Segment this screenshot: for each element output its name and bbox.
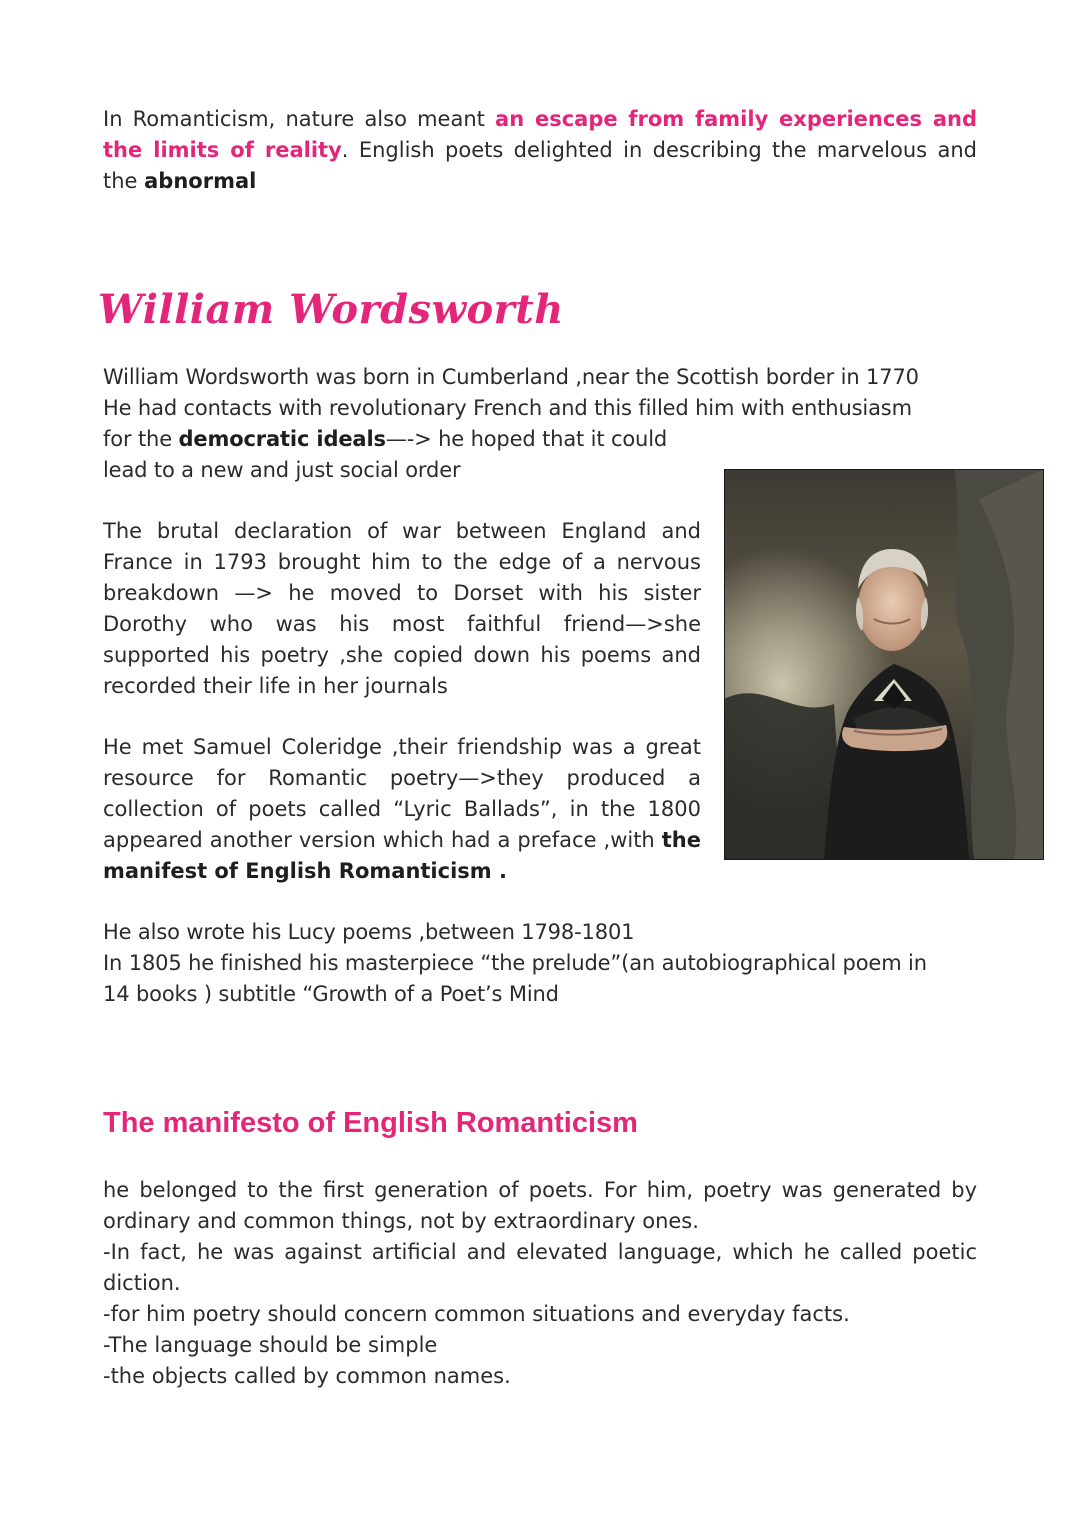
bio-paragraph-1: William Wordsworth was born in Cumberland ,near the Scottish border in 1770 He had contacts with revolutionary French and this filled him with enthusiasm for the democratic ideals—-> he hoped that it could lead to a new and just social order (103, 365, 919, 482)
intro-bold: abnormal (144, 169, 257, 193)
manifesto-line: he belonged to the first generation of poets. For him, poetry was generated by ordinary and common things, not by extraordinary ones. (103, 1178, 977, 1233)
manifesto-body (103, 1175, 977, 1392)
manifesto-line: -The language should be simple (103, 1333, 438, 1357)
bio-paragraph-2: The brutal declaration of war between England and France in 1793 brought him to the edge of a nervous breakdown —> he moved to Dorset with his sister Dorothy who was his most faithful friend—>she supported his poetry ,she copied down his poems and recorded their life in her journals (103, 519, 701, 698)
intro-paragraph (103, 104, 977, 197)
manifest-bold: the manifest of English Romanticism . (103, 828, 701, 883)
intro-highlight: an escape from family experiences and the limits of reality (103, 107, 977, 162)
intro-text-2: . English poets delighted in describing the marvelous and the (103, 138, 977, 193)
manifesto-line: -the objects called by common names. (103, 1364, 511, 1388)
democratic-ideals-bold: democratic ideals (178, 427, 386, 451)
intro-text: In Romanticism, nature also meant (103, 107, 496, 131)
bio-paragraph-3: He met Samuel Coleridge ,their friendship was a great resource for Romantic poetry—>they produced a collection of poets called “Lyric Ballads”, in the 1800 appeared another version which had a preface ,with the manifest of English Romanticism . (103, 735, 701, 883)
manifesto-heading: The manifesto of English Romanticism (103, 1107, 638, 1139)
manifesto-line: -In fact, he was against artificial and elevated language, which he called poetic diction. (103, 1240, 977, 1295)
bio-paragraph-4: He also wrote his Lucy poems ,between 1798-1801 In 1805 he finished his masterpiece “the prelude”(an autobiographical poem in 14 books ) subtitle “Growth of a Poet’s Mind (103, 920, 927, 1006)
wordsworth-portrait-image (724, 469, 1044, 860)
wordsworth-heading: William Wordsworth (98, 286, 564, 333)
manifesto-line: -for him poetry should concern common situations and everyday facts. (103, 1302, 850, 1326)
